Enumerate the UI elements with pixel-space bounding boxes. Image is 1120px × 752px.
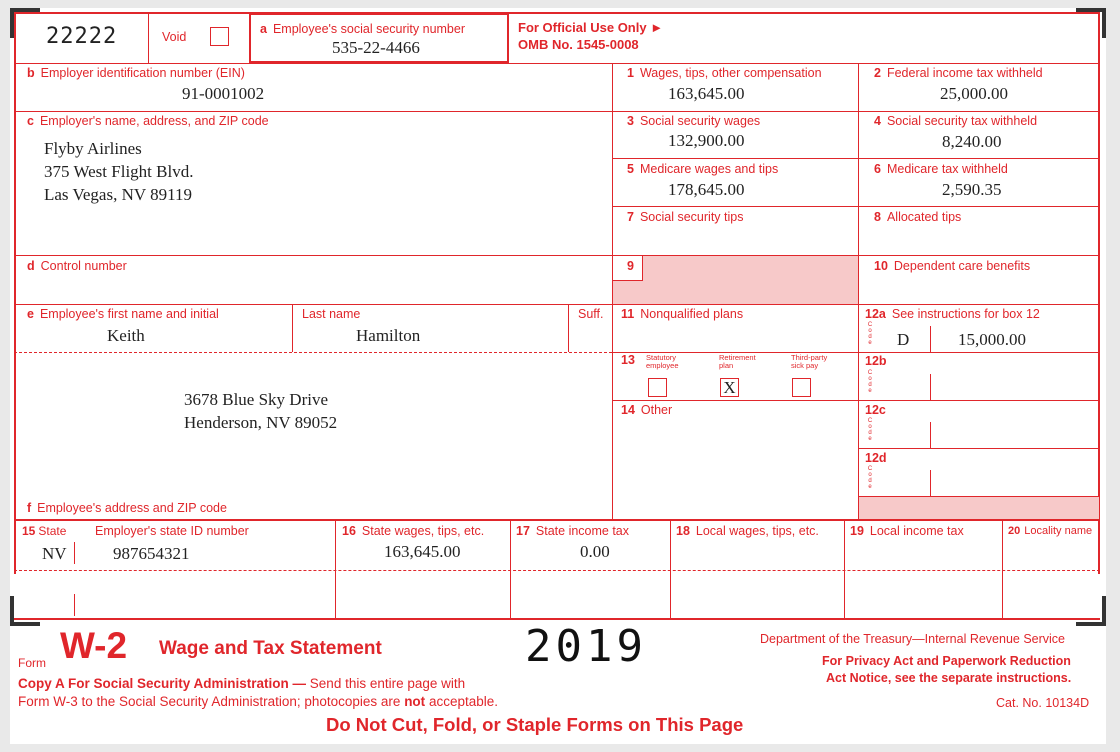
box12c-label: 12c (865, 403, 886, 417)
employee-last-name[interactable]: Hamilton (356, 326, 421, 345)
suffix-label: Suff. (578, 307, 604, 321)
dept-line: Department of the Treasury—Internal Revenue Service (760, 632, 1066, 646)
row-line (612, 158, 1100, 159)
box11-label: 11 Nonqualified plans (621, 307, 744, 321)
copy-a-line1: Copy A For Social Security Administration — Send this entire page with (18, 676, 466, 691)
box12a-value[interactable]: 15,000.00 (958, 330, 1026, 349)
code-letter: C (867, 370, 873, 376)
box8-label: 8 Allocated tips (874, 210, 962, 224)
box6-label: 6 Medicare tax withheld (874, 162, 1008, 176)
ssn-value[interactable]: 535-22-4466 (332, 38, 420, 57)
employee-address-line1[interactable]: 3678 Blue Sky Drive (184, 390, 329, 409)
divider (292, 304, 293, 352)
divider (613, 280, 643, 281)
box12a-code[interactable]: D (897, 330, 910, 349)
box3-value[interactable]: 132,900.00 (668, 131, 745, 150)
box4-value[interactable]: 8,240.00 (942, 132, 1002, 151)
box15-label: 15 State (22, 524, 67, 538)
box9-shade (613, 280, 643, 304)
code-letter: C (867, 466, 873, 472)
dashed-line (14, 352, 612, 353)
row-line (858, 448, 1100, 449)
corner-mark (10, 8, 40, 38)
copy-a-line2: Form W-3 to the Social Security Administration; photocopies are not acceptable. (18, 694, 498, 709)
code-letter: e (868, 388, 872, 394)
employer-name-label: c Employer's name, address, and ZIP code (27, 114, 269, 128)
code-letter: d (868, 478, 872, 484)
control-number-label: d Control number (27, 259, 127, 273)
box12b-label: 12b (865, 354, 887, 368)
employee-address-line2[interactable]: Henderson, NV 89052 (184, 413, 338, 432)
retirement-label: Retirement plan (719, 353, 756, 370)
column-line (844, 519, 845, 619)
row-line (14, 304, 1100, 305)
divider (568, 304, 569, 352)
box19-label: 19 Local income tax (850, 524, 964, 538)
box12d-label: 12d (865, 451, 887, 465)
divider (930, 422, 931, 448)
code-letter: e (868, 340, 872, 346)
void-checkbox[interactable] (210, 27, 229, 46)
employer-name[interactable]: Flyby Airlines (44, 139, 142, 158)
do-not-cut-notice: Do Not Cut, Fold, or Staple Forms on This Page (326, 714, 744, 735)
box16-value[interactable]: 163,645.00 (384, 542, 461, 561)
ein-label: b Employer identification number (EIN) (27, 66, 245, 80)
code-letter: o (868, 472, 872, 478)
box9-label: 9 (627, 259, 634, 273)
row-line (612, 352, 1100, 353)
box2-label: 2 Federal income tax withheld (874, 66, 1043, 80)
column-line (335, 519, 336, 619)
box13-label: 13 (621, 353, 635, 367)
box12a-label: 12a See instructions for box 12 (865, 307, 1040, 321)
state-value[interactable]: NV (42, 544, 67, 563)
code-letter: d (868, 382, 872, 388)
row-line (14, 63, 1100, 64)
code-letter: o (868, 424, 872, 430)
w2-form (10, 8, 1106, 744)
box2-value[interactable]: 25,000.00 (940, 84, 1008, 103)
tax-year: 2019 (525, 621, 647, 672)
catalog-number: Cat. No. 10134D (996, 696, 1090, 710)
column-line (1002, 519, 1003, 619)
column-line (858, 63, 859, 519)
official-use-label: For Official Use Only ► (518, 20, 664, 35)
code-letter: o (868, 376, 872, 382)
state-id-label: Employer's state ID number (95, 524, 249, 538)
control-code: 22222 (46, 24, 118, 49)
box7-label: 7 Social security tips (627, 210, 744, 224)
code-letter: o (868, 328, 872, 334)
box5-label: 5 Medicare wages and tips (627, 162, 779, 176)
employee-last-label: Last name (302, 307, 361, 321)
state-id-value[interactable]: 987654321 (113, 544, 190, 563)
privacy-line1: For Privacy Act and Paperwork Reduction (822, 654, 1071, 668)
box9-shade (642, 256, 858, 304)
omb-number: OMB No. 1545-0008 (518, 37, 639, 52)
code-letter: C (867, 322, 873, 328)
divider (930, 326, 931, 352)
box14-label: 14 Other (621, 403, 673, 417)
thirdparty-label: Third-party sick pay (791, 353, 828, 370)
dashed-line (14, 570, 1100, 571)
column-line (510, 519, 511, 619)
code-letter: C (867, 418, 873, 424)
ssn-label: a Employee's social security number (260, 22, 466, 36)
divider (930, 374, 931, 400)
box5-value[interactable]: 178,645.00 (668, 180, 745, 199)
form-top-border (14, 12, 1100, 14)
row-line (14, 519, 1100, 521)
divider (642, 256, 643, 280)
box17-label: 17 State income tax (516, 524, 630, 538)
employer-address-line2[interactable]: Las Vegas, NV 89119 (44, 185, 192, 204)
corner-mark (10, 596, 40, 626)
row-line (612, 400, 1100, 401)
privacy-line2: Act Notice, see the separate instructions. (826, 671, 1072, 685)
divider (74, 542, 75, 564)
employee-first-name[interactable]: Keith (107, 326, 145, 345)
box18-label: 18 Local wages, tips, etc. (676, 524, 819, 538)
form-left-border (14, 12, 16, 574)
form-bottom-border (14, 618, 1100, 620)
box16-label: 16 State wages, tips, etc. (342, 524, 485, 538)
divider (74, 594, 75, 616)
employer-address-line1[interactable]: 375 West Flight Blvd. (44, 162, 194, 181)
statutory-label: Statutory employee (646, 353, 679, 370)
divider (148, 12, 149, 64)
statutory-checkbox[interactable] (648, 378, 667, 397)
ein-value[interactable]: 91-0001002 (182, 84, 265, 103)
row-line (14, 111, 1100, 112)
code-letter: d (868, 430, 872, 436)
void-label: Void (162, 30, 187, 44)
box17-value[interactable]: 0.00 (580, 542, 610, 561)
thirdparty-checkbox[interactable] (792, 378, 811, 397)
box10-label: 10 Dependent care benefits (874, 259, 1031, 273)
code-letter: e (868, 484, 872, 490)
box1-value[interactable]: 163,645.00 (668, 84, 745, 103)
column-line (670, 519, 671, 619)
box3-label: 3 Social security wages (627, 114, 761, 128)
form-word: Form (18, 656, 46, 670)
row-line (612, 206, 1100, 207)
divider (930, 470, 931, 496)
employee-address-label: f Employee's address and ZIP code (27, 501, 227, 515)
corner-mark (1076, 8, 1106, 38)
retirement-checkbox[interactable]: X (720, 378, 739, 397)
box12-shade (859, 496, 1099, 519)
row-line (858, 496, 1100, 497)
box20-label: 20 Locality name (1008, 525, 1093, 537)
row-line (14, 255, 1100, 256)
box4-label: 4 Social security tax withheld (874, 114, 1038, 128)
form-name: W-2 (60, 625, 128, 666)
form-title: Wage and Tax Statement (159, 638, 382, 659)
employee-first-label: e Employee's first name and initial (27, 307, 219, 321)
code-letter: e (868, 436, 872, 442)
box6-value[interactable]: 2,590.35 (942, 180, 1002, 199)
box1-label: 1 Wages, tips, other compensation (627, 66, 822, 80)
form-right-border (1098, 12, 1100, 574)
corner-mark (1076, 596, 1106, 626)
code-letter: d (868, 334, 872, 340)
